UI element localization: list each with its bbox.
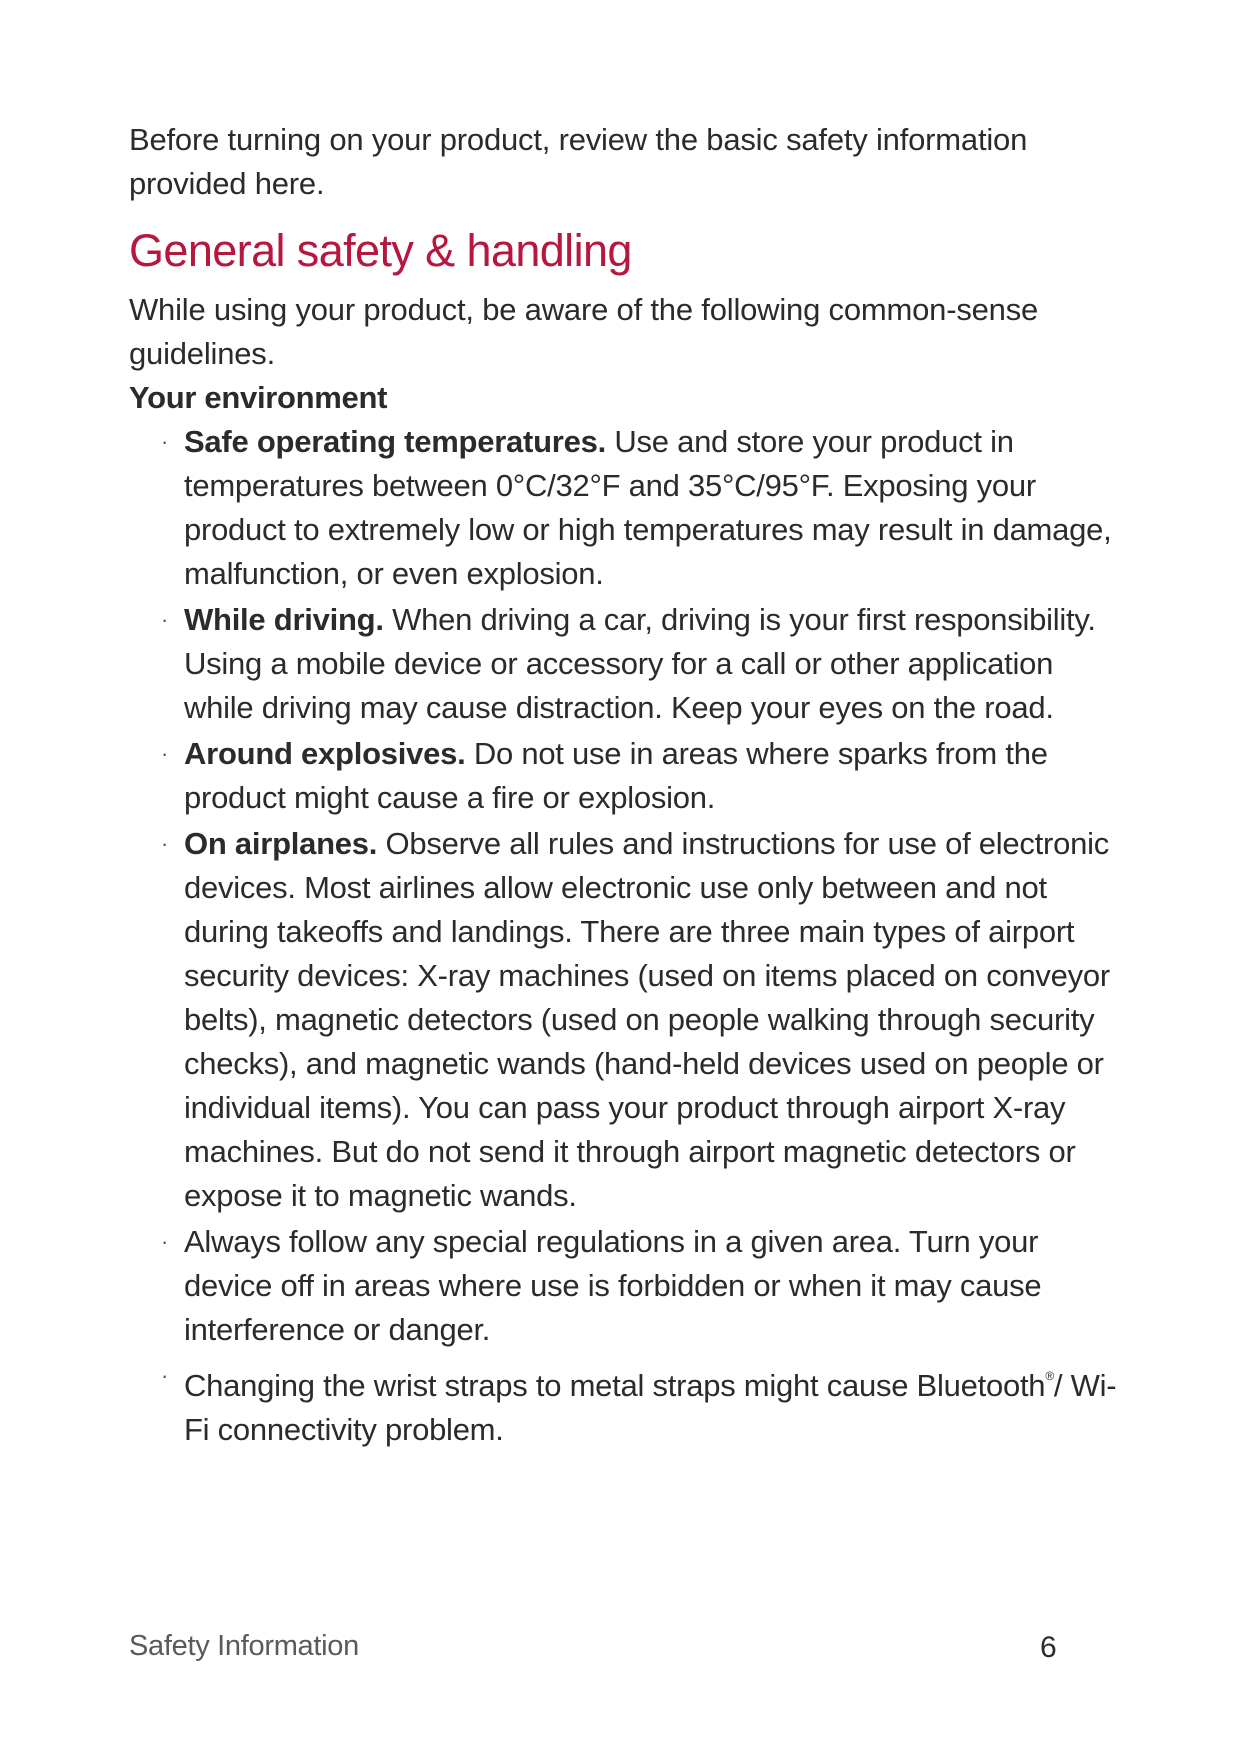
bullet-icon: · bbox=[161, 1229, 169, 1254]
bullet-text: Changing the wrist straps to metal straps might cause Bluetooth bbox=[184, 1368, 1046, 1403]
list-item bbox=[129, 1220, 1129, 1352]
list-item bbox=[129, 732, 1129, 820]
subheading-your-environment: Your environment bbox=[129, 380, 388, 415]
bullet-lead: Safe operating temperatures. bbox=[184, 424, 606, 459]
intro-paragraph: Before turning on your product, review the basic safety information provided here. bbox=[129, 122, 1028, 201]
bullet-icon: · bbox=[161, 429, 169, 454]
page-number: 6 bbox=[1040, 1631, 1057, 1664]
bullet-icon: · bbox=[161, 831, 169, 856]
bullet-lead: Around explosives. bbox=[184, 736, 466, 771]
guideline-list bbox=[129, 420, 1129, 1452]
list-item bbox=[129, 420, 1129, 596]
bullet-text: Do not use in areas where sparks from the product might cause a fire or explosion. bbox=[184, 736, 1048, 815]
bullet-icon: · bbox=[161, 741, 169, 766]
footer-section-name: Safety Information bbox=[129, 1630, 359, 1662]
registered-mark: ® bbox=[1045, 1369, 1054, 1383]
bullet-icon: · bbox=[161, 607, 169, 632]
list-item bbox=[129, 1354, 1129, 1452]
bullet-icon: · bbox=[161, 1363, 169, 1388]
section-title: General safety & handling bbox=[129, 225, 632, 276]
list-item bbox=[129, 822, 1129, 1218]
list-item bbox=[129, 598, 1129, 730]
bullet-text: Use and store your product in temperatures between 0°C/32°F and 35°C/95°F. Exposing your product to extremely low or high temperatures may result in damage, malfunction, or even explosion. bbox=[184, 424, 1112, 591]
section-description: While using your product, be aware of the following common-sense guidelines. bbox=[129, 292, 1039, 371]
bullet-text: Always follow any special regulations in a given area. Turn your device off in areas where use is forbidden or when it may cause interference or danger. bbox=[184, 1224, 1042, 1347]
bullet-text-end: / Wi-Fi connectivity problem. bbox=[184, 1368, 1117, 1447]
bullet-lead: On airplanes. bbox=[184, 826, 378, 861]
bullet-text: Observe all rules and instructions for use of electronic devices. Most airlines allow electronic use only between and not during takeoffs and landings. There are three main types of airport security devices: X-ray machines (used on items placed on conveyor belts), magnetic detectors (used on people walking through security checks), and magnetic wands (hand-held devices used on people or individual items). You can pass your product through airport X-ray machines. But do not send it through airport magnetic detectors or expose it to magnetic wands. bbox=[184, 826, 1110, 1213]
bullet-lead: While driving. bbox=[184, 602, 384, 637]
bullet-text: When driving a car, driving is your first responsibility. Using a mobile device or accessory for a call or other application while driving may cause distraction. Keep your eyes on the road. bbox=[184, 602, 1096, 725]
page-content bbox=[129, 118, 1129, 1454]
